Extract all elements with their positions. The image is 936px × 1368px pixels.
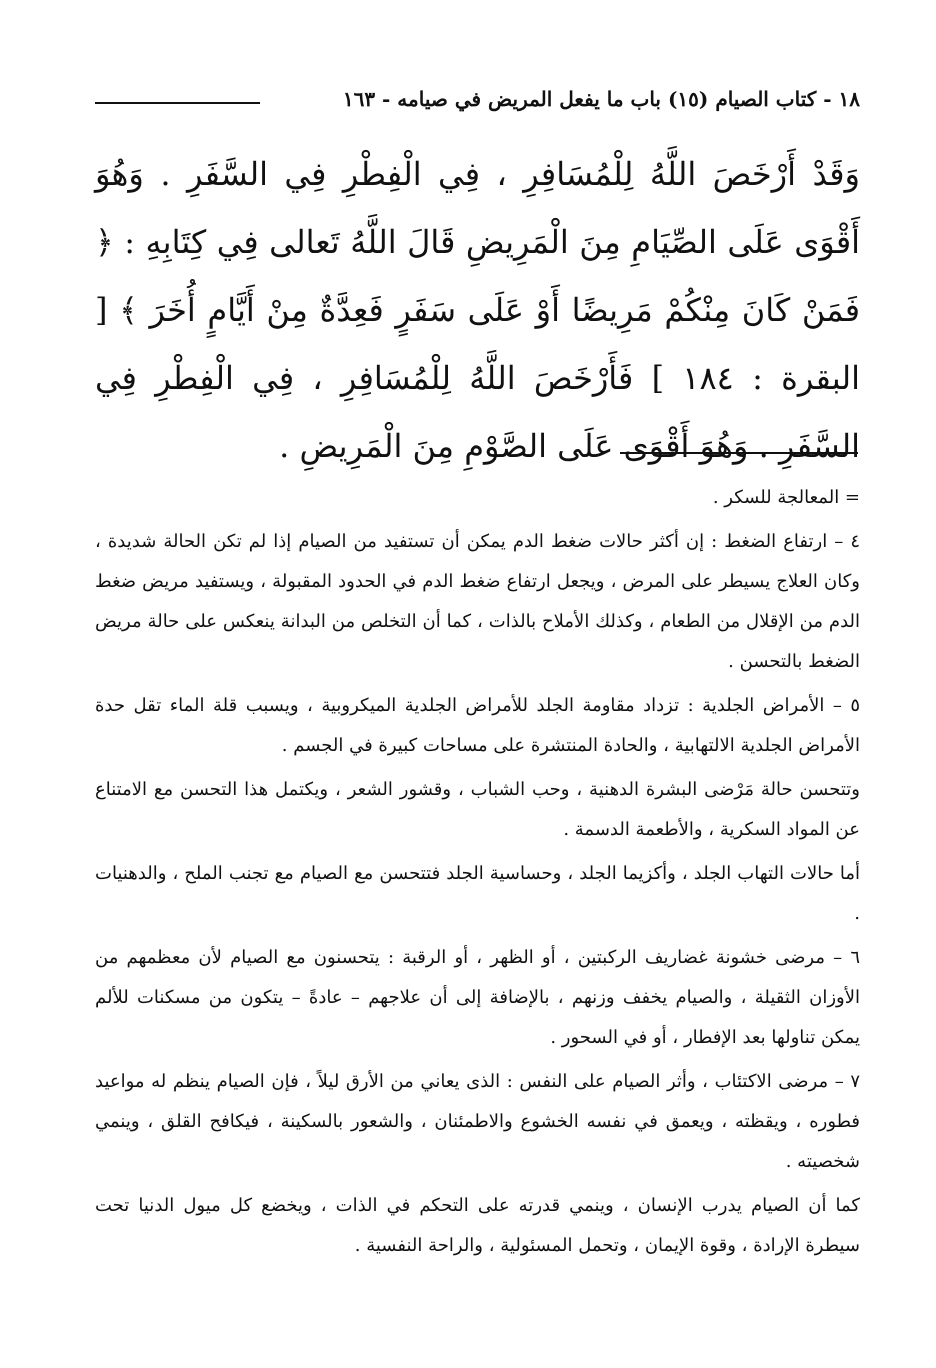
footnote-skin-diseases: ٥ – الأمراض الجلدية : تزداد مقاومة الجلد للأمراض الجلدية الميكروبية ، ويسبب قلة الماء تقل حدة الأمراض الجلدية الالتهابية ، والحادة المنتشرة على مساحات كبيرة في الجسم . [95, 695, 860, 756]
footnote-continuation: = المعالجة للسكر . [712, 487, 860, 508]
footnote-separator [620, 452, 858, 454]
running-header [95, 84, 860, 114]
header-title: ١٨ - كتاب الصيام (١٥) باب ما يفعل المريض في صيامه - ١٦٣ [342, 87, 860, 111]
header-rule [95, 102, 260, 104]
footnotes [95, 478, 860, 1270]
hadith-paragraph: وَقَدْ أَرْخَصَ اللَّهُ لِلْمُسَافِرِ ، فِي الْفِطْرِ فِي السَّفَرِ . وَهُوَ أَقْوَى عَلَى الصِّيَامِ مِنَ الْمَرِيضِ قَالَ اللَّهُ تَعالى فِي كِتَابِهِ : ﴿ فَمَنْ كَانَ مِنْكُمْ مَرِيضًا أَوْ عَلَى سَفَرٍ فَعِدَّةٌ مِنْ أَيَّامٍ أُخَرَ ﴾ [ البقرة : ١٨٤ ] فَأَرْخَصَ اللَّهُ لِلْمُسَافِرِ ، فِي الْفِطْرِ فِي السَّفَرِ . وَهُوَ أَقْوَى عَلَى الصَّوْمِ مِنَ الْمَرِيضِ . [95, 155, 861, 465]
hadith-text [95, 140, 860, 480]
footnote-dermatitis: أما حالات التهاب الجلد ، وأكزيما الجلد ، وحساسية الجلد فتتحسن مع الصيام مع تجنب الملح ، والدهنيات . [95, 863, 860, 924]
footnote-joint-cartilage: ٦ – مرضى خشونة غضاريف الركبتين ، أو الظهر ، أو الرقبة : يتحسنون مع الصيام لأن معظمهم من الأوزان الثقيلة ، والصيام يخفف وزنهم ، بالإضافة إلى أن علاجهم – عادةً – يتكون من مسكنات للألم يمكن تناولها بعد الإفطار ، أو في السحور . [95, 947, 860, 1048]
footnote-depression: ٧ – مرضى الاكتئاب ، وأثر الصيام على النفس : الذى يعاني من الأرق ليلاً ، فإن الصيام ينظم له مواعيد فطوره ، ويقظته ، ويعمق في نفسه الخشوع والاطمئنان ، والشعور بالسكينة ، فيكافح القلق ، وينمي شخصيته . [95, 1071, 860, 1172]
footnote-self-control: كما أن الصيام يدرب الإنسان ، وينمي قدرته على التحكم في الذات ، ويخضع كل ميول الدنيا تحت سيطرة الإرادة ، وقوة الإيمان ، وتحمل المسئولية ، والراحة النفسية . [95, 1195, 860, 1256]
footnote-oily-skin: وتتحسن حالة مَرْضى البشرة الدهنية ، وحب الشباب ، وقشور الشعر ، ويكتمل هذا التحسن مع الامتناع عن المواد السكرية ، والأطعمة الدسمة . [95, 779, 860, 840]
footnote-hypertension: ٤ – ارتفاع الضغط : إن أكثر حالات ضغط الدم يمكن أن تستفيد من الصيام إذا لم تكن الحالة شديدة ، وكان العلاج يسيطر على المرض ، ويجعل ارتفاع ضغط الدم في الحدود المقبولة ، ويستفيد مريض ضغط الدم من الإقلال من الطعام ، وكذلك الأملاح بالذات ، كما أن التخلص من البدانة ينعكس على حالة مريض الضغط بالتحسن . [95, 531, 860, 672]
